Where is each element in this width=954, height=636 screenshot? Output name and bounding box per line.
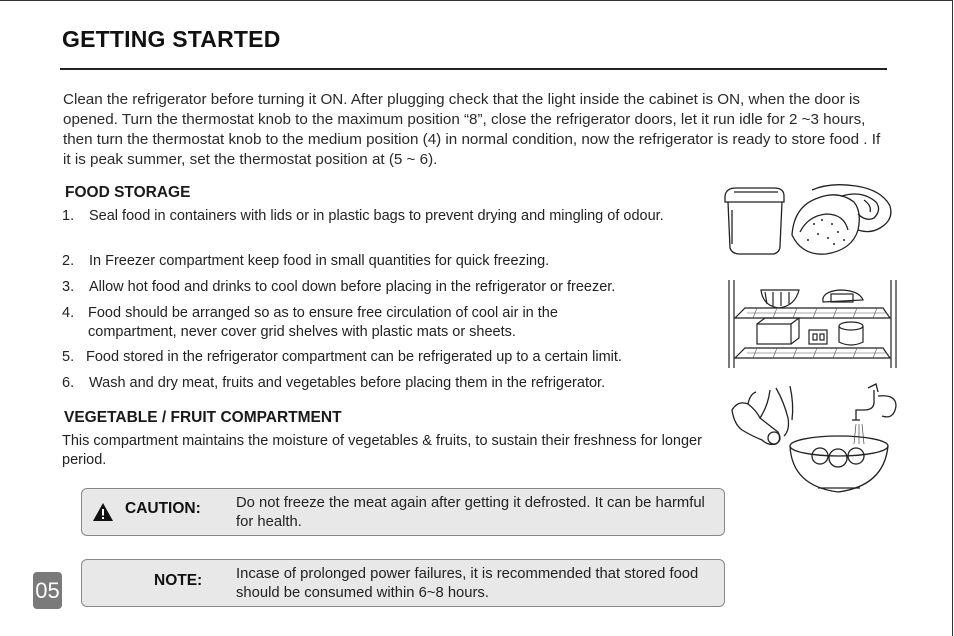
warning-triangle-icon [92,502,114,522]
list-item [62,252,702,271]
list-item-number: 4. [62,305,75,321]
washing-fruits-illustration [728,380,902,498]
page-border-right [952,0,953,636]
list-item-text: Allow hot food and drinks to cool down before placing in the refrigerator or freezer. [89,279,616,295]
list-item [62,304,622,342]
note-label: NOTE: [154,572,203,589]
note-box [81,559,725,607]
vegetable-text: This compartment maintains the moisture of vegetables & fruits, to sustain their freshness for longer period. [62,433,702,468]
list-item-number: 6. [62,375,75,391]
list-item [62,278,702,297]
list-item-number: 5. [62,349,75,365]
list-item-text: In Freezer compartment keep food in small quantities for quick freezing. [89,253,550,269]
vegetable-heading: VEGETABLE / FRUIT COMPARTMENT [64,409,342,426]
page-title: GETTING STARTED [62,26,281,52]
page-number: 05 [33,572,62,609]
list-item-text: Wash and dry meat, fruits and vegetables before placing them in the refrigerator. [89,375,606,391]
intro-paragraph: Clean the refrigerator before turning it ON. After plugging check that the light inside the cabinet is ON, when the door is opened. Turn the thermostat knob to the maximum position “8”, close the refrigerator doors, let it run idle for 2 ~3 hours, then turn the thermostat knob to the medium position (4) in normal condition, now the refrigerator is ready to store food . If it is peak summer, set the thermostat position at (5 ~ 6). [63,91,881,168]
list-item-number: 1. [62,208,75,224]
note-text: Incase of prolonged power failures, it is recommended that stored food should be consumed within 6~8 hours. [236,566,699,601]
title-divider [60,68,887,70]
page-border-top [0,0,952,1]
list-item-text: Seal food in containers with lids or in plastic bags to prevent drying and mingling of odour. [89,208,664,224]
caution-label: CAUTION: [125,500,201,517]
list-item-number: 2. [62,253,75,269]
food-storage-heading: FOOD STORAGE [65,184,191,201]
list-item [62,207,702,226]
fridge-shelves-illustration [727,280,899,372]
list-item-text: Food should be arranged so as to ensure free circulation of cool air in the compartment, never cover grid shelves with plastic mats or sheets. [88,305,558,340]
list-item-number: 3. [62,279,75,295]
caution-box [81,488,725,536]
list-item-text: Food stored in the refrigerator compartment can be refrigerated up to a certain limit. [86,349,622,365]
caution-text: Do not freeze the meat again after getting it defrosted. It can be harmful for health. [236,495,705,530]
list-item [62,374,702,393]
food-container-illustration [722,180,898,260]
list-item [62,348,722,367]
